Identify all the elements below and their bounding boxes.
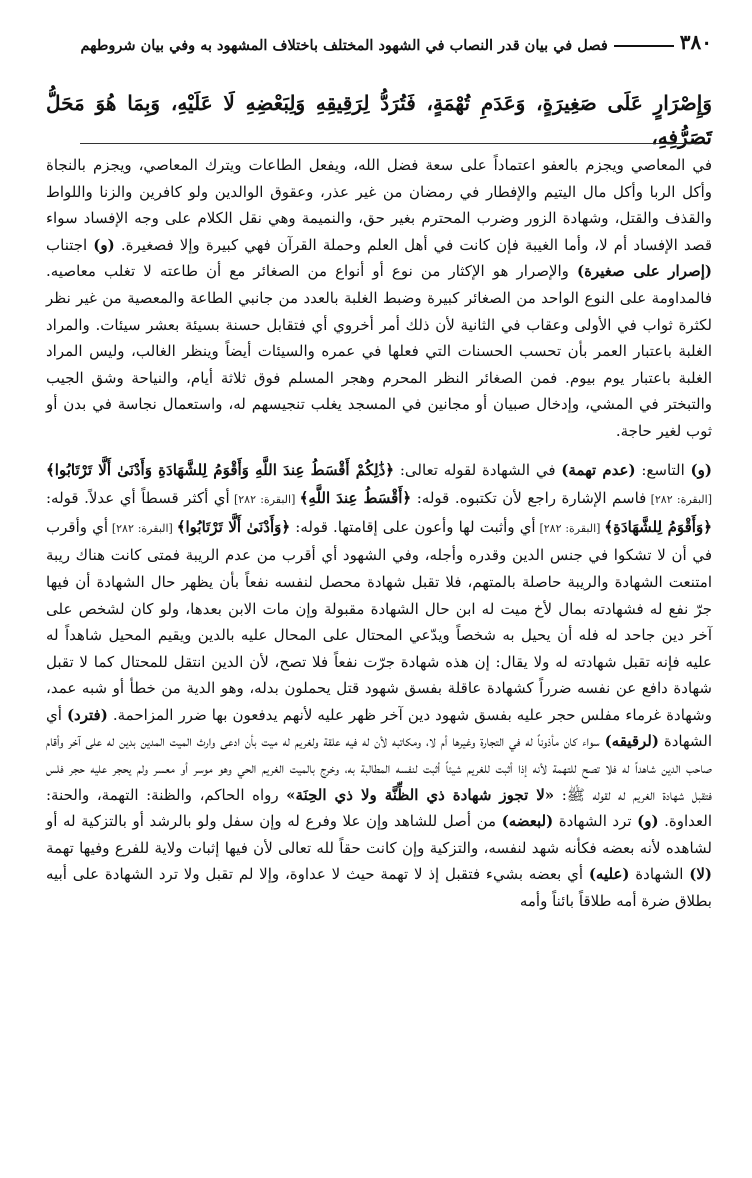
matn-quote: (و) xyxy=(690,460,712,479)
quran-verse: ﴿وَأَدْنَىٰ أَلَّا تَرْتَابُوا﴾ xyxy=(176,517,291,536)
commentary-text: أي وأقرب في أن لا تشكوا في جنس الدين وقدره وأجله، وفي الشهود أي أقرب من عدم الريبة فمتى كانت هناك ريبة امتنعت الشهادة والريبة حاصلة بالمتهم، فلا تقبل شهادة محصل لنفسه نفعاً بأن يظهر حال الشهادة أن فيها جرّ نفع له فشهادته بمال لأخ ميت له ابن حال الشهادة مقبولة وإن مات الابن بعدها، ولو كان لشخص على آخر دين جاحد له فله أن يحيل به شخصاً ويدّعي المحتال على المحال عليه بالدين ويقيم المحيل شاهداً له عليه فإنه تقبل شهادته له ولا يقال: إن هذه شهادة جرّت نفعاً فلا تصح، لأن الدين انتقل للمحتال كما لا تقبل شهادة دافع عن نفسه ضرراً كشهادة عاقلة بفسق شهود قتل يحملون بدله، وهو الدية من خطأ أو شبه عمد، وشهادة غرماء مفلس حجر عليه بفسق شهود دين آخر ظهر عليه لأنهم يدفعون بها ضرر المزاحمة. xyxy=(46,517,712,724)
page-number: ٣٨٠ xyxy=(679,30,712,54)
page-header xyxy=(46,30,712,54)
matn-quote: (و) xyxy=(93,235,115,254)
commentary-text: الشهادة xyxy=(629,865,690,884)
matn-text: وَإِصْرَارٍ عَلَى صَغِيرَةٍ، وَعَدَمِ تُهْمَةٍ، فَتُرَدُّ لِرَقِيقِهِ وَلِبَعْضِهِ لَا عَلَيْهِ، وَبِمَا هُوَ مَحَلُّ تَصَرُّفِهِ، xyxy=(46,91,712,149)
commentary xyxy=(46,152,712,915)
verse-reference: [البقرة: ٢٨٢] xyxy=(535,521,605,535)
commentary-text: والإصرار هو الإكثار من نوع أو أنواع من الصغائر مع أن طاعته لا تغلب معاصيه. فالمداومة على النوع الواحد من الصغائر كبيرة وضبط الغلبة بالعدد من جانبي الطاعة والمعصية من غير نظر لكثرة ثواب في الأولى وعقاب في الثانية لأن ذلك أمر أخروي أي فتقابل حسنة بسيئة بعشر سيئات. والمراد الغلبة باعتبار العمر بأن تحسب الحسنات التي فعلها في عمره والسيئات أيضاً وينظر الغالب، وليس المراد الغلبة باعتبار يوم بيوم. فمن الصغائر النظر المحرم وهجر المسلم فوق ثلاثة أيام، والنياحة وشق الجيب والتبختر في المشي، وإدخال صبيان أو مجانين في المسجد يغلب تنجيسهم له، واستعمال نجاسة في بدن أو ثوب لغير حاجة. xyxy=(46,262,712,440)
matn-quote: (لبعضه) xyxy=(501,812,554,831)
verse-reference: [البقرة: ٢٨٢] xyxy=(108,521,177,535)
commentary-text: أي بعضه بشيء فتقبل إذ لا تهمة حيث لا عداوة، وإلا لم تقبل ولا ترد الشهادة على أبيه بطلاق ضرة أمه طلاقاً بائناً وأمه xyxy=(46,865,712,911)
quran-verse: ﴿أَقْسَطُ عِندَ اللَّهِ﴾ xyxy=(299,489,412,508)
commentary-text: اجتناب xyxy=(46,235,94,254)
quran-verse: ﴿ذَٰلِكُمْ أَقْسَطُ عِندَ اللَّهِ وَأَقْوَمُ لِلشَّهَادَةِ وَأَدْنَىٰ أَلَّا تَرْتَابُوا﴾ xyxy=(46,460,395,479)
commentary-text: في الشهادة لقوله تعالى: xyxy=(394,460,562,479)
commentary-text: أي الشهادة xyxy=(46,705,712,751)
matn-quote: (إصرار على صغيرة) xyxy=(577,262,712,281)
commentary-text: سواء كان مأذوناً له في التجارة وغيرها أم لا، ومكاتبه لأن له فيه علقة ولغريم له ميت بأن ادعى وارث الميت المدين بدين له على آخر وأقام صاحب الدين شاهداً له فلا تصح للتهمة لأنه إذا أثبت للغريم شيئاً أثبت لنفسه المطالبة به، وخرج بالميت الغريم الحي وهو موسر أو معسر ولم يحجر عليه حجر فلس فتقبل شهادة الغريم له لقوله ﷺ: xyxy=(46,732,712,804)
section-separator xyxy=(80,143,698,144)
matn-quote: (لرقيقه) xyxy=(604,732,659,751)
header-rule xyxy=(614,45,674,47)
verse-reference: [البقرة: ٢٨٢] xyxy=(646,493,712,507)
hadith-quote: «لا تجوز شهادة ذي الظِّنَّة ولا ذي الحِنَة» xyxy=(286,785,555,804)
commentary-text: في المعاصي ويجزم بالعفو اعتماداً على سعة فضل الله، ويفعل الطاعات ويترك المعاصي، ويجزم بالنجاة وأكل الربا وأكل مال اليتيم والإفطار في رمضان من غير عذر، وعقوق الوالدين ولو كافرين والزنا واللواط والقذف والقتل، وشهادة الزور وضرب المحترم بغير حق، والنميمة وهي نقل الكلام على وجه الإفساد سواء قصد الإفساد أم لا، وأما الغيبة فإن كانت في أهل العلم وحملة القرآن فهي كبيرة وإلا فصغيرة. xyxy=(46,156,712,254)
commentary-text: من أصل للشاهد وإن علا وفرع له وإن سفل ولو بالرشد أو بالتزكية له أو لشاهده لأنه بعضه فكأنه شهد لنفسه، والتزكية وإن كانت حقاً لله تعالى لأن فيها إثبات ولاية للفرع وفيها تهمة xyxy=(46,812,712,857)
verse-reference: [البقرة: ٢٨٢] xyxy=(229,493,300,507)
commentary-text: التاسع: xyxy=(635,460,691,479)
quran-verse: ﴿وَأَقْوَمُ لِلشَّهَادَةِ﴾ xyxy=(604,517,712,536)
matn-quote: (عدم تهمة) xyxy=(561,460,636,479)
commentary-text: أي وأثبت لها وأعون على إقامتها. قوله: xyxy=(290,517,536,536)
commentary-text: أي أكثر قسطاً أي عدلاً. قوله: xyxy=(46,489,230,508)
matn-quote: (فترد) xyxy=(66,705,108,724)
commentary-text: فاسم الإشارة راجع لأن تكتبوه. قوله: xyxy=(411,489,647,508)
commentary-text: رواه الحاكم، والظنة: التهمة، والحنة: العداوة. xyxy=(46,785,712,831)
running-title: فصل في بيان قدر النصاب في الشهود المختلف باختلاف المشهود به وفي بيان شروطهم xyxy=(80,37,608,54)
matn-quote: (لا) xyxy=(689,865,712,884)
commentary-text: ترد الشهادة xyxy=(553,812,638,831)
matn-quote: (و) xyxy=(637,812,659,831)
matn-quote: (عليه) xyxy=(588,865,630,884)
commentary-paragraph-2 xyxy=(46,457,712,915)
commentary-paragraph-1 xyxy=(46,152,712,445)
